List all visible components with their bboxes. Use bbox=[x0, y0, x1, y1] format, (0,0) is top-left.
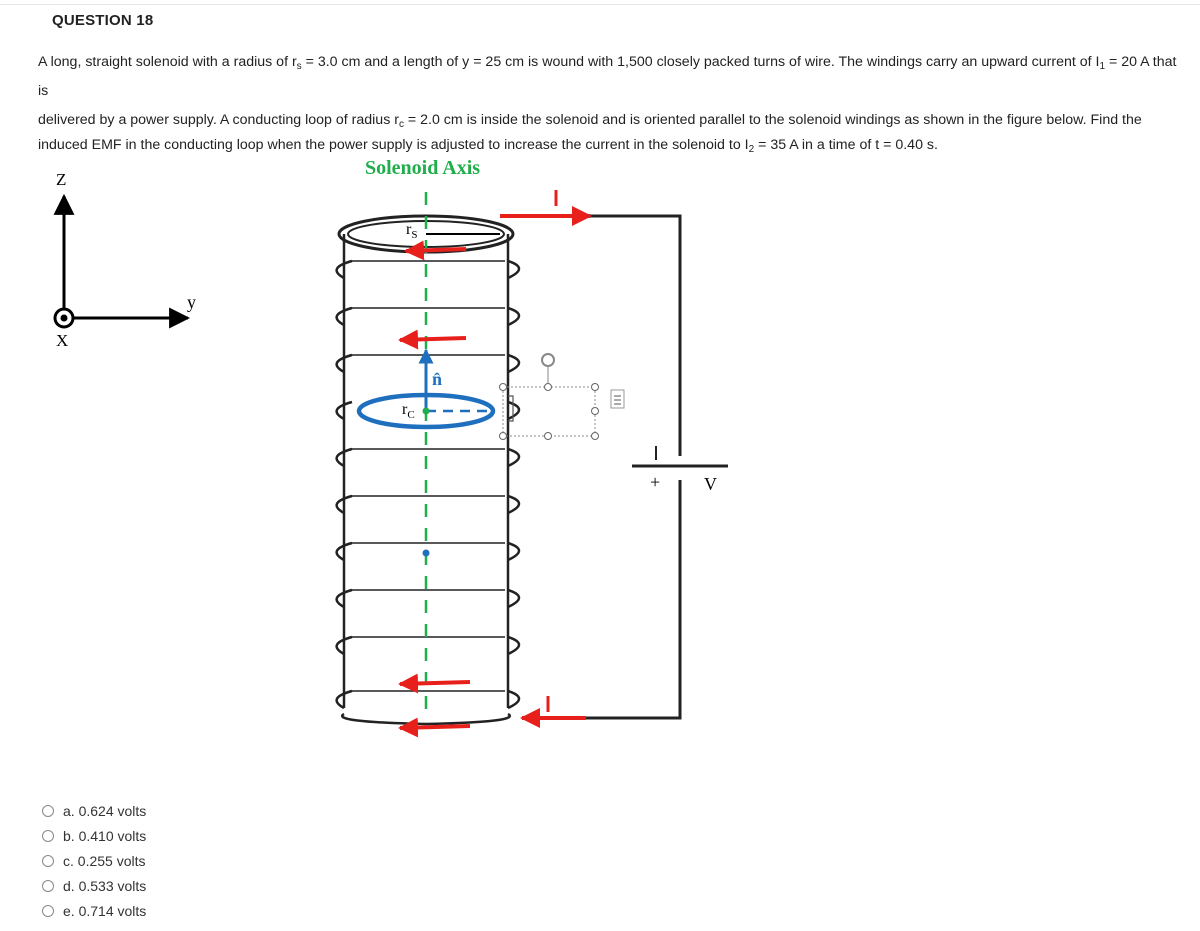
answer-label: d. 0.533 volts bbox=[63, 877, 147, 894]
winding-current-arrows bbox=[400, 249, 470, 728]
z-axis-label: Z bbox=[56, 170, 67, 189]
radio-button[interactable] bbox=[42, 805, 54, 817]
answer-option-d[interactable] bbox=[42, 873, 146, 898]
radio-button[interactable] bbox=[42, 830, 54, 842]
answer-option-e[interactable] bbox=[42, 898, 146, 923]
y-axis-label: y bbox=[187, 292, 196, 312]
normal-vector-label: n̂ bbox=[432, 369, 443, 389]
question-line-1: A long, straight solenoid with a radius of $r_s = 3.0$ cm and a length of y = 25 cm is wound with 1,500 closely packed turns of wire. The windings carry an upward current of $I_1 = 20$ A that is bbox=[38, 54, 1177, 99]
question-title: QUESTION 18 bbox=[52, 12, 154, 29]
radio-button[interactable] bbox=[42, 905, 54, 917]
solenoid bbox=[337, 216, 519, 724]
question-line-2: delivered by a power supply. A conducting loop of radius $r_c = 2.0$ cm is inside the solenoid and is oriented parallel to the solenoid windings as shown in the figure below. Find the induced EMF in the conducting loop when the power supply is adjusted to increase the current in the solenoid to $I_2 = 35$ A in a time of t = 0.40 s. bbox=[38, 112, 1142, 155]
rc-label: $r_C$ bbox=[402, 401, 415, 421]
answer-label: a. 0.624 volts bbox=[63, 802, 147, 819]
voltage-label: V bbox=[704, 474, 717, 494]
layout-options-icon[interactable] bbox=[611, 390, 624, 408]
axis-point bbox=[423, 550, 430, 557]
rs-label: $r_S$ bbox=[406, 221, 418, 241]
answer-label: e. 0.714 volts bbox=[63, 902, 147, 919]
answer-label: b. 0.410 volts bbox=[63, 827, 147, 844]
answer-option-c[interactable] bbox=[42, 848, 146, 873]
coordinate-axes bbox=[55, 170, 196, 350]
rotate-handle-icon[interactable] bbox=[542, 354, 554, 366]
answer-label: c. 0.255 volts bbox=[63, 852, 146, 869]
radio-button[interactable] bbox=[42, 855, 54, 867]
radio-button[interactable] bbox=[42, 880, 54, 892]
answer-options bbox=[42, 798, 146, 923]
x-axis-label: X bbox=[56, 331, 69, 350]
answer-option-a[interactable] bbox=[42, 798, 146, 823]
answer-option-b[interactable] bbox=[42, 823, 146, 848]
battery-plus-label: + bbox=[650, 472, 661, 492]
solenoid-axis-title: Solenoid Axis bbox=[365, 157, 481, 179]
